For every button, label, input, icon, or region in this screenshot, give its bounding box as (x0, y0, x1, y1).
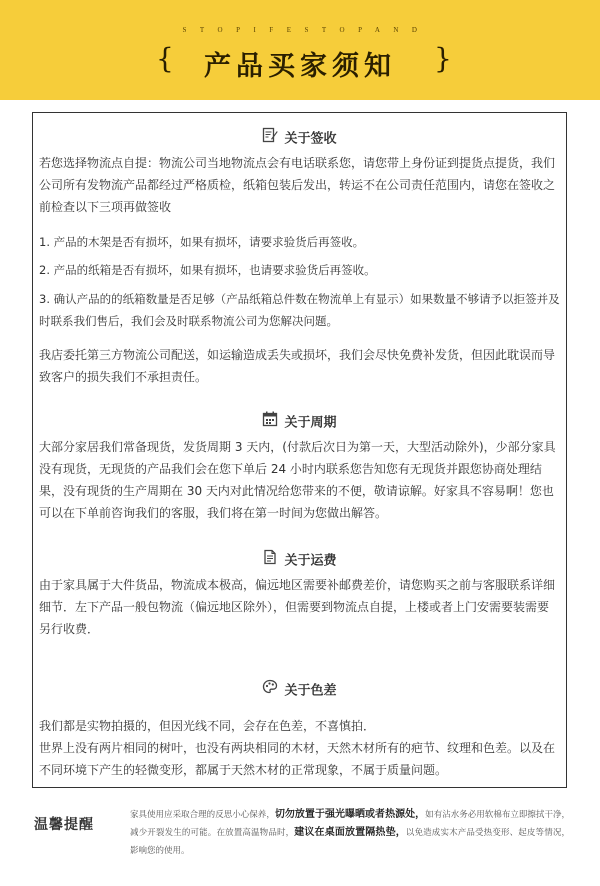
notice-box (32, 112, 567, 788)
section-header-shipping (33, 549, 566, 569)
color-paragraph-wood: 世界上没有两片相同的树叶，也没有两块相同的木材，天然木材所有的疤节、纹理和色差。以及在不同环境下产生的轻微变形，都属于天然木材的正常现象，不属于质量问题。 (39, 741, 556, 777)
tips-text (130, 806, 570, 860)
signature-icon (262, 127, 278, 147)
tips-text-emphasis: 切勿放置于强光曝晒或者热源处， (274, 809, 426, 820)
section-title-color: 关于色差 (284, 683, 337, 699)
page-title: 产品买家须知 (204, 51, 396, 82)
document-icon (262, 549, 278, 569)
color-paragraph-photo: 我们都是实物拍摄的，但因光线不同，会存在色差，不喜慎拍． (39, 719, 376, 733)
warm-tips (34, 806, 574, 868)
signing-paragraph-delivery: 我店委托第三方物流公司配送，如运输造成丢失或损坏，我们会尽快免费补发货，但因此耽误而导致客户的损失我们不承担责任。 (39, 348, 556, 384)
tips-text-part: 如有沾水务必用软棉布立即擦拭干净，减少开裂发生的可能。在放置高温物品时， (130, 810, 570, 838)
period-paragraph: 大部分家居我们常备现货，发货周期 3 天内，(付款后次日为第一天，大型活动除外)，少部分家具没有现货，无现货的产品我们会在您下单后 24 小时内联系您告知您有无现货并跟您协商处理结果，没有现货的生产周期在 30 天内对此情况给您带来的不便，敬请谅解。好家具不容易啊！您也可以在下单前咨询我们的客服，我们将在第一时间为您做出解答。 (39, 440, 556, 520)
left-brace: { (156, 42, 174, 75)
calendar-icon (262, 411, 278, 431)
tips-text-part: 以免造成实木产品受热变形、起皮等情况，影响您的使用。 (130, 828, 570, 856)
section-title-period: 关于周期 (284, 415, 337, 431)
signing-list-item: 3. 确认产品的的纸箱数量是否足够（产品纸箱总件数在物流单上有显示）如果数量不够请予以拒签并及时联系我们售后，我们会及时联系物流公司为您解决问题。 (39, 292, 560, 328)
section-title-signing: 关于签收 (284, 131, 337, 147)
header-decorative-letters: STOPIFESTOPAND (182, 26, 431, 34)
section-header-period (33, 411, 566, 431)
header-banner (0, 0, 600, 100)
signing-list-item: 2. 产品的纸箱是否有损坏，如果有损坏，也请要求验货后再签收。 (39, 263, 376, 277)
tips-text-part: 家具使用应采取合理的反思小心保养， (130, 810, 275, 820)
section-header-signing (33, 127, 566, 147)
signing-list-item: 1. 产品的木架是否有损坏，如果有损坏，请要求验货后再签收。 (39, 235, 365, 249)
section-header-color (33, 679, 566, 699)
section-title-shipping: 关于运费 (284, 553, 337, 569)
tips-text-emphasis: 建议在桌面放置隔热垫， (294, 827, 406, 838)
palette-icon (262, 679, 278, 699)
signing-paragraph-intro: 若您选择物流点自提：物流公司当地物流点会有电话联系您，请您带上身份证到提货点提货，我们公司所有发物流产品都经过严格质检，纸箱包装后发出，转运不在公司责任范围内，请您在签收之前检查以下三项再做签收 (39, 156, 556, 214)
shipping-paragraph: 由于家具属于大件货品，物流成本极高，偏远地区需要补邮费差价，请您购买之前与客服联系详细细节．左下产品一般包物流（偏远地区除外），但需要到物流点自提，上楼或者上门安需要装需要另行收费． (39, 578, 556, 636)
tips-title: 温馨提醒 (34, 817, 94, 833)
right-brace: } (434, 42, 452, 75)
